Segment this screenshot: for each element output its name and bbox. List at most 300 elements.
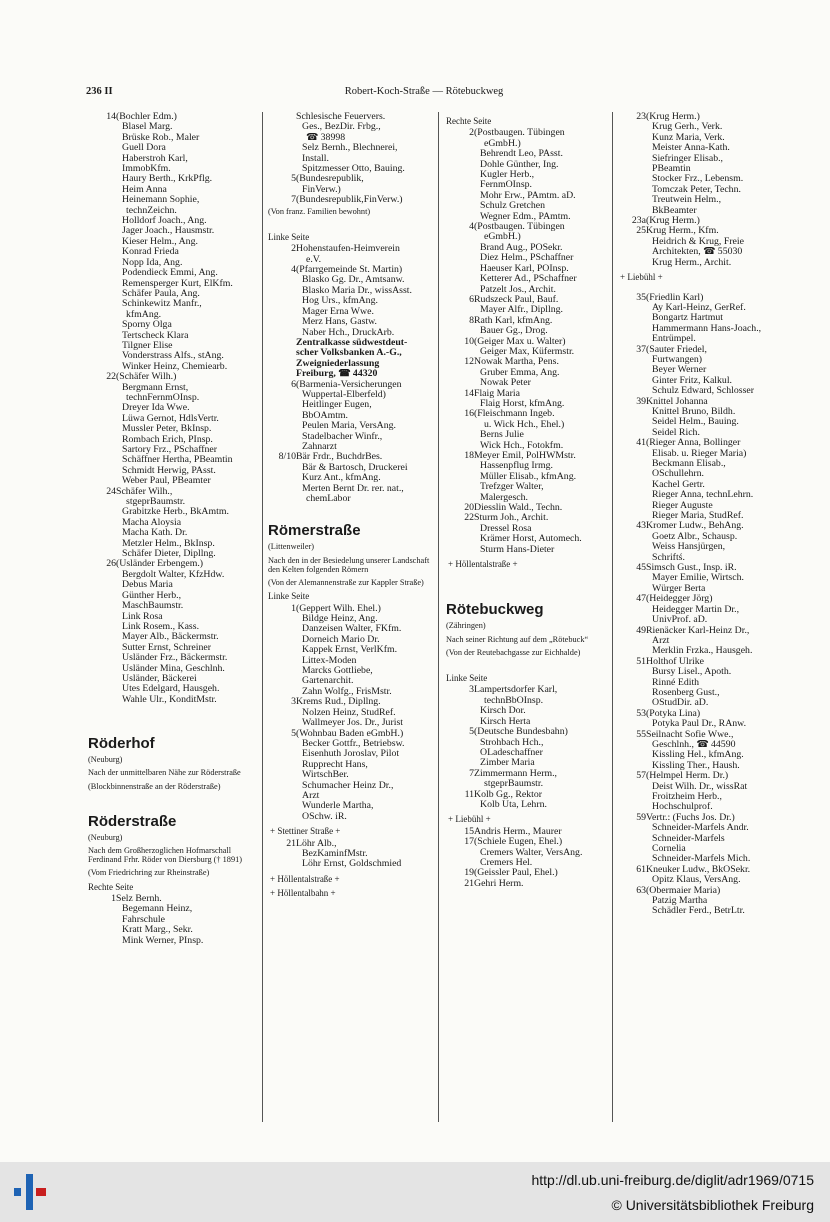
house-entry: [446, 451, 610, 503]
street-note: (Neuburg): [88, 832, 123, 842]
entry-line: Treutwein Helm.,: [652, 195, 722, 206]
entry-line: Schinkewitz Manfr.,: [122, 299, 202, 310]
house-entry: [446, 790, 610, 811]
house-entry: [618, 626, 782, 657]
entry-line: Geschlnh., ☎ 44590: [652, 739, 736, 750]
entry-line: Bär Frdr., BuchdrBes.: [296, 452, 383, 463]
entry-line: (Bundesrepublik,: [296, 174, 364, 185]
entry-line: Schädler Ferd., BetrLtr.: [652, 906, 745, 917]
entry-line: Schäffner Hertha, PBeamtin: [122, 455, 233, 466]
entry-line: Kolb Gg., Rektor: [474, 789, 543, 800]
entry-line: (Friedlin Karl): [646, 292, 704, 303]
entry-line: Gruber Emma, Ang.: [480, 367, 560, 378]
entry-line: Bergmann Ernst,: [122, 382, 189, 393]
entry-line: Dohle Günther, Ing.: [480, 159, 559, 170]
entry-line: Rosenberg Gust.,: [652, 687, 720, 698]
entry-line: PBeamtin: [652, 164, 691, 175]
entry-line: Strohbach Hch.,: [480, 737, 544, 748]
entry-line: (Krug Herm.): [646, 112, 700, 122]
entry-line: Malergesch.: [480, 492, 528, 503]
entry-line: Bauer Gg., Drog.: [480, 326, 548, 337]
entry-line: Selz Bernh., Blechnerei,: [302, 143, 398, 154]
street-heading: Rötebuckweg: [446, 601, 544, 619]
entry-line: Weber Paul, PBeamter: [122, 476, 211, 487]
house-number: 61: [636, 863, 646, 875]
house-number: 1: [291, 602, 296, 614]
house-entry: [618, 112, 782, 216]
entry-line: Bildge Heinz, Ang.: [302, 614, 378, 625]
cross-street: + Höllentalstraße +: [448, 559, 518, 570]
house-entry: [268, 604, 434, 698]
house-number: 20: [464, 502, 474, 514]
entry-line: Rombach Erich, PInsp.: [122, 434, 213, 445]
entry-line: OSchullehrn.: [652, 469, 704, 480]
entry-line: Nowak Martha, Pens.: [474, 357, 559, 368]
entry-line: Konrad Frieda: [122, 247, 179, 258]
entry-line: (Postbaugen. Tübingen: [474, 128, 565, 139]
entry-line: Meister Anna-Kath.: [652, 143, 730, 154]
entry-line: Wegner Edm., PAmtm.: [480, 211, 571, 222]
entry-line: Mink Werner, PInsp.: [122, 935, 204, 946]
entry-line: Vonderstrass Alfs., stAng.: [122, 351, 224, 362]
entry-line: Kappek Ernst, VerlKfm.: [302, 645, 398, 656]
house-entry: [446, 685, 610, 727]
entry-line: Schulz Gretchen: [480, 201, 546, 212]
entry-line: Löhr Alb.,: [296, 838, 337, 849]
entry-line: Heinemann Sophie,: [122, 195, 200, 206]
entry-line: Sturm Joh., Archit.: [474, 513, 549, 524]
entry-line: Kirsch Herta: [480, 716, 531, 727]
entry-line: (Rieger Anna, Bollinger: [646, 438, 741, 449]
entry-line: Hohenstaufen-Heimverein: [296, 244, 400, 255]
house-number: 18: [464, 450, 474, 461]
entry-line: Nolzen Heinz, StudRef.: [302, 707, 396, 718]
entry-line: OLadeschaffner: [480, 747, 543, 758]
entry-line: Mayer Emilie, Wirtsch.: [652, 573, 744, 584]
entry-line: Müller Elisab., kfmAng.: [480, 471, 577, 482]
entry-line: FinVerw.): [302, 184, 341, 195]
entry-line: Hammermann Hans-Joach.,: [652, 323, 762, 334]
house-number: 7: [469, 767, 474, 779]
entry-line: (Obermaier Maria): [646, 885, 721, 896]
entry-line: Hochschulprof.: [652, 802, 713, 813]
house-number: 1: [111, 892, 116, 904]
entry-line: Furtwangen): [652, 354, 703, 365]
entry-line: Sporny Olga: [122, 320, 172, 331]
house-number: 21: [286, 837, 296, 849]
house-entry: [268, 697, 434, 728]
entry-line: Mussler Peter, BkInsp.: [122, 424, 212, 435]
entry-line: Diesslin Wald., Techn.: [474, 503, 563, 514]
column-rule: [438, 112, 439, 1122]
entry-line: eGmbH.): [484, 138, 521, 149]
entry-line: Trefzger Walter,: [480, 482, 544, 493]
house-entry: [446, 513, 610, 555]
house-entry: [268, 174, 434, 195]
house-entry: [618, 657, 782, 709]
entry-line: Macha Kath. Dr.: [122, 528, 188, 539]
entry-line: Weiss Hansjürgen,: [652, 542, 726, 553]
entry-line: Froitzheim Herb.,: [652, 792, 722, 802]
entry-line: OStudDir. aD.: [652, 698, 709, 709]
entry-line: Hog Urs., kfmAng.: [302, 296, 378, 307]
entry-line: Schäfer Dieter, Dipllng.: [122, 549, 216, 560]
house-number: 5: [291, 173, 296, 185]
entry-line: Ginter Fritz, Kalkul.: [652, 375, 732, 386]
entry-line: Schäfer Wilh.,: [116, 486, 173, 497]
house-entry: [618, 771, 782, 813]
entry-line: (Fleischmann Ingeb.: [474, 409, 555, 420]
bank-entry: [268, 338, 434, 380]
entry-line: Becker Gottfr., Betriebsw.: [302, 738, 405, 749]
entry-line: Beckmann Elisab.,: [652, 459, 726, 469]
entry-line: (Usländer Erbengem.): [116, 559, 204, 570]
entry-line: Krug Gerh., Verk.: [652, 122, 723, 133]
house-entry: [446, 222, 610, 295]
entry-line: Kachel Gertr.: [652, 479, 705, 490]
entry-line: technBbOInsp.: [484, 695, 544, 706]
house-entry: [618, 730, 782, 772]
house-entry: [88, 559, 260, 705]
house-number: 55: [636, 728, 646, 740]
house-number: 49: [636, 624, 646, 636]
cross-street: + Stettiner Straße +: [270, 826, 341, 837]
entry-line: Hassenpflug Irmg.: [480, 461, 553, 472]
entry-line: Deist Wilh. Dr., wissRat: [652, 781, 748, 792]
house-number: 51: [636, 655, 646, 667]
house-number: 6: [291, 378, 296, 390]
house-entry: [446, 357, 610, 388]
street-note: (Von der Reutebachgasse zur Eichhalde): [446, 647, 581, 657]
entry-line: (Schäfer Wilh.): [116, 372, 177, 383]
entry-line: Metzler Helm., BkInsp.: [122, 538, 215, 549]
house-entry: [268, 729, 434, 823]
entry-line: chemLabor: [306, 494, 351, 505]
entry-line: (Geiger Max u. Walter): [474, 336, 566, 347]
street-note: Nach der unmittelbaren Nähe zur Röderstraße: [88, 768, 241, 778]
entry-line: Sturm Hans-Dieter: [480, 544, 555, 555]
entry-line: Kurz Ant., kfmAng.: [302, 473, 381, 484]
street-heading: Röderstraße: [88, 812, 177, 830]
entry-line: Schlesische Feuervers.: [296, 112, 386, 122]
entry-line: (Heidegger Jörg): [646, 594, 713, 605]
entry-line: Grabitzke Herb., BkAmtm.: [122, 507, 229, 518]
entry-line: Heidrich & Krug, Freie: [652, 236, 744, 247]
entry-line: Knittel Johanna: [646, 396, 708, 407]
house-number: 6: [469, 293, 474, 305]
entry-line: (Postbaugen. Tübingen: [474, 222, 565, 233]
source-url-link[interactable]: http://dl.ub.uni-freiburg.de/diglit/adr1969/0715: [531, 1172, 814, 1188]
entry-line: Nowak Peter: [480, 378, 531, 389]
entry-line: Mayer Alfr., Dipllng.: [480, 305, 563, 316]
viewer-footer: [0, 1162, 830, 1222]
entry-line: Stadelbacher Winfr.,: [302, 431, 383, 442]
house-entry: [618, 438, 782, 521]
street-note: (Zähringen): [446, 621, 486, 631]
page-number: 236 II: [86, 86, 113, 97]
entry-line: Brand Aug., POSekr.: [480, 242, 563, 253]
house-number: 4: [469, 221, 474, 233]
entry-line: Berns Julie: [480, 430, 524, 441]
entry-line: Schneider-Marfels: [652, 833, 725, 844]
cross-street: + Liebühl +: [620, 272, 663, 283]
entry-line: Sartory Frz., PSchaffner: [122, 445, 218, 455]
entry-line: Rupprecht Hans,: [302, 759, 368, 770]
house-entry: [618, 397, 782, 439]
house-number: 14: [106, 111, 116, 122]
entry-line: Bongartz Hartmut: [652, 313, 724, 324]
entry-line: BkBeamter: [652, 205, 697, 216]
house-number: 16: [464, 408, 474, 420]
entry-line: Haeuser Karl, POInsp.: [480, 263, 569, 274]
entry-line: technZeichn.: [126, 205, 177, 216]
street-heading: Römerstraße: [268, 522, 361, 540]
entry-line: Zimmermann Herm.,: [474, 768, 557, 779]
entry-line: BezKaminfMstr.: [302, 848, 368, 859]
house-number: 2: [469, 127, 474, 139]
entry-line: Kissling Hel., kfmAng.: [652, 750, 744, 761]
house-number: 14: [464, 387, 474, 399]
entry-line: Kneuker Ludw., BkOSekr.: [646, 864, 751, 875]
ub-freiburg-logo-icon: [10, 1170, 50, 1214]
entry-line: Rienäcker Karl-Heinz Dr.,: [646, 625, 750, 636]
entry-line: Kieser Helm., Ang.: [122, 236, 198, 247]
house-entry: [446, 389, 610, 410]
column-rule: [262, 112, 263, 1122]
entry-line: (Deutsche Bundesbahn): [474, 727, 568, 738]
entry-line: Schumacher Heinz Dr.,: [302, 780, 394, 791]
running-header: [86, 86, 762, 102]
entry-line: Arzt: [302, 790, 320, 801]
entry-line: Knittel Bruno, Bildh.: [652, 406, 736, 417]
entry-line: Spitzmesser Otto, Bauing.: [302, 164, 405, 175]
house-entry: [618, 865, 782, 886]
side-heading: Rechte Seite: [446, 116, 492, 126]
house-number: 22: [106, 371, 116, 383]
entry-line: Schriftś.: [652, 552, 685, 563]
house-entry: [446, 879, 610, 889]
column-3: [446, 112, 610, 889]
entry-line: WirtschBer.: [302, 770, 349, 781]
entry-line: Elisab. u. Rieger Maria): [652, 448, 747, 459]
entry-line: ☎ 38998: [306, 132, 346, 143]
house-number: 39: [636, 395, 646, 407]
house-entry: [268, 839, 434, 870]
house-entry: [618, 813, 782, 865]
house-entry: [446, 295, 610, 316]
entry-line: Diez Helm., PSchaffner: [480, 253, 574, 264]
house-entry: [446, 769, 610, 790]
entry-line: Rath Karl, kfmAng.: [474, 315, 553, 326]
entry-line: Merz Hans, Gastw.: [302, 317, 377, 328]
entry-line: Schulz Edward, Schlosser: [652, 386, 755, 397]
house-entry: [268, 112, 434, 174]
side-heading: Rechte Seite: [88, 881, 134, 892]
entry-line: (Helmpel Herm. Dr.): [646, 771, 729, 782]
entry-line: Zahnarzt: [302, 441, 337, 452]
entry-line: Macha Aloysia: [122, 517, 182, 528]
side-heading: Linke Seite: [268, 231, 310, 242]
side-heading: Linke Seite: [268, 591, 310, 602]
entry-line: Fahrschule: [122, 914, 165, 925]
entry-line: Cornelia: [652, 844, 686, 855]
entry-line: Littex-Moden: [302, 655, 357, 666]
entry-line: (Barmenia-Versicherungen: [296, 379, 402, 390]
entry-line: Simsch Gust., Insp. iR.: [646, 563, 737, 574]
house-entry: [88, 372, 260, 486]
house-number: 8: [469, 314, 474, 326]
street-note: Nach seiner Richtung auf dem „Rötebuck“: [446, 634, 589, 644]
house-number: 43: [636, 520, 646, 532]
entry-line: Schäfer Paula, Ang.: [122, 288, 200, 299]
house-entry: [88, 487, 260, 560]
house-entry: [88, 894, 260, 946]
house-number: 5: [291, 727, 296, 739]
house-entry: [446, 837, 610, 868]
house-number: 21: [464, 877, 474, 889]
house-entry: [618, 886, 782, 917]
entry-line: FernmOInsp.: [480, 180, 532, 191]
entry-line: e.V.: [306, 254, 322, 265]
entry-line: Rieger Anna, technLehrn.: [652, 490, 754, 501]
street-heading: Röderhof: [88, 735, 155, 753]
entry-line: Debus Maria: [122, 580, 173, 591]
entry-line: Wuppertal-Elberfeld): [302, 389, 386, 400]
entry-line: (Bochler Edm.): [116, 112, 177, 122]
street-note: (Von franz. Familien bewohnt): [268, 206, 371, 216]
entry-line: Kissling Ther., Haush.: [652, 760, 740, 771]
entry-line: Dressel Rosa: [480, 523, 532, 534]
entry-line: Wahle Ulr., KonditMstr.: [122, 694, 217, 705]
entry-line: Tomczak Peter, Techn.: [652, 184, 741, 195]
house-number: 15: [464, 825, 474, 837]
entry-line: Blasko Maria Dr., wissAsst.: [302, 285, 412, 296]
entry-line: Peulen Maria, VersAng.: [302, 421, 396, 432]
entry-line: (Wohnbau Baden eGmbH.): [296, 728, 404, 739]
entry-line: BbOAmtm.: [302, 410, 348, 421]
cross-street: + Höllentalstraße +: [270, 873, 340, 884]
entry-line: Begemann Heinz,: [122, 904, 193, 915]
house-number: 17: [464, 836, 474, 848]
entry-line: Remensperger Kurt, ElKfm.: [122, 278, 233, 289]
house-entry: [88, 112, 260, 372]
entry-line: Andris Herm., Maurer: [474, 826, 562, 837]
entry-line: Kugler Herb.,: [480, 170, 535, 181]
house-number: 3: [291, 696, 296, 708]
entry-line: Günther Herb.,: [122, 590, 182, 601]
spacer: [268, 504, 434, 512]
entry-line: u. Wick Hch., Ehel.): [484, 419, 565, 430]
entry-line: Flaig Maria: [474, 388, 520, 399]
running-title: Robert-Koch-Straße — Rötebuckweg: [344, 86, 504, 97]
house-entry: [268, 244, 434, 265]
entry-line: kfmAng.: [126, 309, 162, 320]
entry-line: Arzt: [652, 635, 670, 646]
entry-line: Sutter Ernst, Schreiner: [122, 642, 211, 653]
street-note: (Littenweiler): [268, 542, 315, 552]
entry-line: Winker Heinz, Chemiearb.: [122, 361, 228, 372]
column-4: [618, 112, 782, 917]
entry-line: Haury Berth., KrkPflg.: [122, 174, 213, 185]
house-entry: [618, 521, 782, 563]
entry-line: Wallmeyer Jos. Dr., Jurist: [302, 718, 403, 729]
house-number: 63: [636, 884, 646, 896]
column-1: [88, 112, 260, 946]
entry-line: Ketterer Ad., PSchaffner: [480, 274, 577, 285]
entry-line: Rinné Edith: [652, 677, 700, 688]
street-note: (Vom Friedrichring zur Rheinstraße): [88, 868, 210, 878]
entry-line: Rudszeck Paul, Bauf.: [474, 294, 559, 305]
house-number: 25: [636, 225, 646, 237]
house-entry: [446, 727, 610, 769]
entry-line: Potyka Paul Dr., RAnw.: [652, 719, 747, 730]
entry-line: Behrendt Leo, PAsst.: [480, 149, 563, 160]
house-entry: [268, 195, 434, 205]
entry-line: Haberstroh Karl,: [122, 153, 188, 164]
entry-line: Schneider-Marfels Andr.: [652, 823, 749, 834]
cross-street: + Liebühl +: [448, 814, 491, 825]
entry-line: Stocker Frz., Lebensm.: [652, 174, 744, 185]
entry-line: Holthof Ulrike: [646, 656, 704, 667]
house-number: 19: [464, 867, 474, 879]
entry-line: (Pfarrgemeinde St. Martin): [296, 265, 403, 276]
house-number: 41: [636, 437, 646, 449]
street-note: (Von der Alemannenstraße zur Kappler Straße): [268, 578, 424, 588]
spacer: [88, 705, 260, 725]
street-note: Nach den in der Besiedelung unserer Landschaft den Kelten folgenden Römern: [268, 555, 430, 574]
entry-line: Mager Erna Wwe.: [302, 306, 374, 317]
entry-line: Zimber Maria: [480, 758, 535, 769]
entry-line: Mohr Erw., PAmtm. aD.: [480, 190, 576, 201]
entry-line: Danzeisen Walter, FKfm.: [302, 624, 402, 635]
side-heading: Linke Seite: [446, 673, 488, 684]
entry-line: Podendieck Emmi, Ang.: [122, 268, 218, 279]
house-number: 4: [291, 264, 296, 276]
house-number: 47: [636, 593, 646, 605]
entry-line: Tertscheck Klara: [122, 330, 189, 341]
entry-line: Kolb Uta, Lehrn.: [480, 799, 547, 810]
entry-line: Flaig Horst, kfmAng.: [480, 398, 565, 409]
street-note: (Neuburg): [88, 755, 123, 765]
entry-line: Marcks Gottliebe,: [302, 666, 373, 677]
house-entry: [446, 409, 610, 451]
entry-line: Krug Herm., Kfm.: [646, 226, 719, 237]
house-number: 53: [636, 707, 646, 719]
entry-line: Guell Dora: [122, 143, 166, 154]
house-number: 10: [464, 335, 474, 347]
entry-line: Zentralkasse südwestdeut-: [296, 337, 408, 348]
house-number: 23: [636, 111, 646, 122]
house-number: 26: [106, 558, 116, 570]
entry-line: (Krug Herm.): [646, 216, 700, 227]
entry-line: Rieger Auguste: [652, 500, 713, 511]
house-entry: [618, 594, 782, 625]
entry-line: Seilnacht Sofie Wwe.,: [646, 729, 734, 740]
house-number: 23a: [631, 215, 646, 227]
entry-line: Tilgner Elise: [122, 340, 173, 351]
entry-line: (Sauter Friedel,: [646, 344, 707, 355]
entry-line: Meyer Emil, PolHWMstr.: [474, 451, 576, 461]
house-entry: [618, 293, 782, 345]
spacer: [268, 220, 434, 228]
entry-line: MaschBaumstr.: [122, 601, 184, 612]
entry-line: Freiburg, ☎ 44320: [296, 369, 378, 380]
entry-line: Ges., BezDir. Frbg.,: [302, 122, 381, 133]
cross-street: + Höllentalbahn +: [270, 888, 336, 899]
entry-line: Lampertsdorfer Karl,: [474, 685, 558, 696]
entry-line: Siefringer Elisab.,: [652, 153, 724, 164]
entry-line: Vertr.: (Fuchs Jos. Dr.): [646, 812, 735, 823]
